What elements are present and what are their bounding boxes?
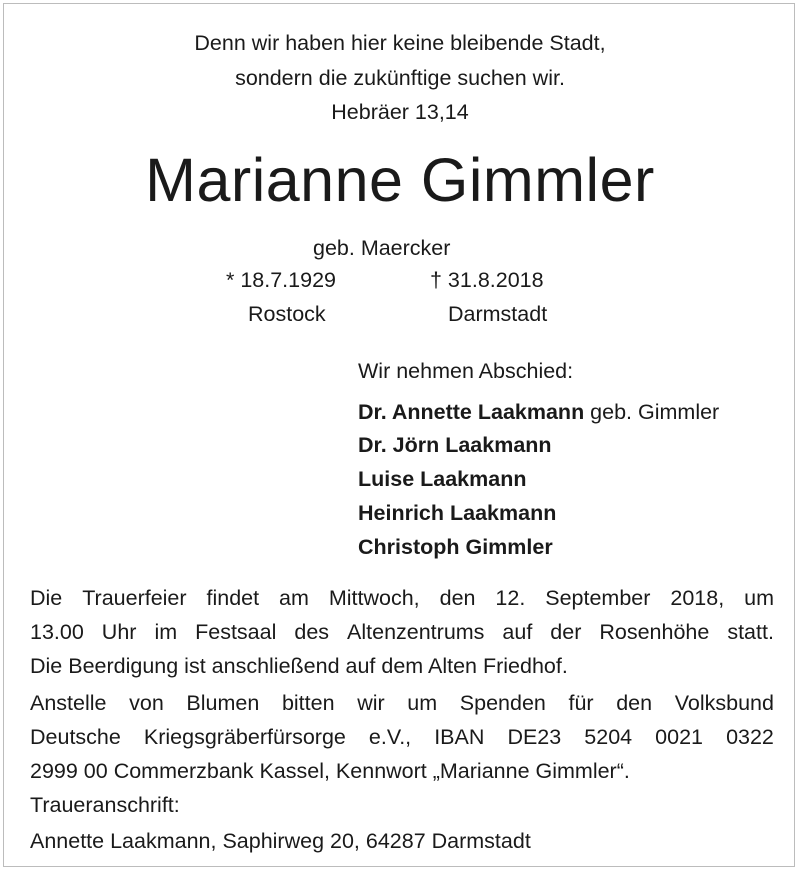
mourner-maiden-name: geb. Gimmler xyxy=(584,400,720,424)
address-value: Annette Laakmann, Saphirweg 20, 64287 Darmstadt xyxy=(30,829,531,853)
donation-line-1: Anstelle von Blumen bitten wir um Spenden für den Volksbund xyxy=(30,691,774,715)
mourner-name: Dr. Jörn Laakmann xyxy=(358,433,552,457)
mourner-name: Heinrich Laakmann xyxy=(358,501,557,525)
funeral-line-1: Die Trauerfeier findet am Mittwoch, den 12. September 2018, um xyxy=(30,586,774,610)
death-place: Darmstadt xyxy=(448,302,548,326)
funeral-line-3: Die Beerdigung ist anschließend auf dem Alten Friedhof. xyxy=(30,654,568,678)
address-label: Traueranschrift: xyxy=(30,793,180,817)
donation-line-2: Deutsche Kriegsgräberfürsorge e.V., IBAN DE23 5204 0021 0322 xyxy=(30,725,774,749)
farewell-intro: Wir nehmen Abschied: xyxy=(358,359,574,383)
mourner-name: Christoph Gimmler xyxy=(358,535,553,559)
mourner-name: Luise Laakmann xyxy=(358,467,527,491)
mourner-line xyxy=(358,402,719,424)
verse-line-1: Denn wir haben hier keine bleibende Stadt, xyxy=(194,31,606,55)
verse-reference: Hebräer 13,14 xyxy=(331,100,469,124)
death-date: † 31.8.2018 xyxy=(430,268,544,292)
donation-line-3: 2999 00 Commerzbank Kassel, Kennwort „Marianne Gimmler“. xyxy=(30,759,630,783)
birth-place: Rostock xyxy=(248,302,326,326)
mourner-name: Dr. Annette Laakmann xyxy=(358,400,585,424)
birth-date: * 18.7.1929 xyxy=(226,268,336,292)
maiden-name: geb. Maercker xyxy=(313,236,451,260)
funeral-line-2: 13.00 Uhr im Festsaal des Altenzentrums auf der Rosenhöhe statt. xyxy=(30,620,774,644)
deceased-name: Marianne Gimmler xyxy=(145,146,655,214)
verse-line-2: sondern die zukünftige suchen wir. xyxy=(235,66,565,90)
